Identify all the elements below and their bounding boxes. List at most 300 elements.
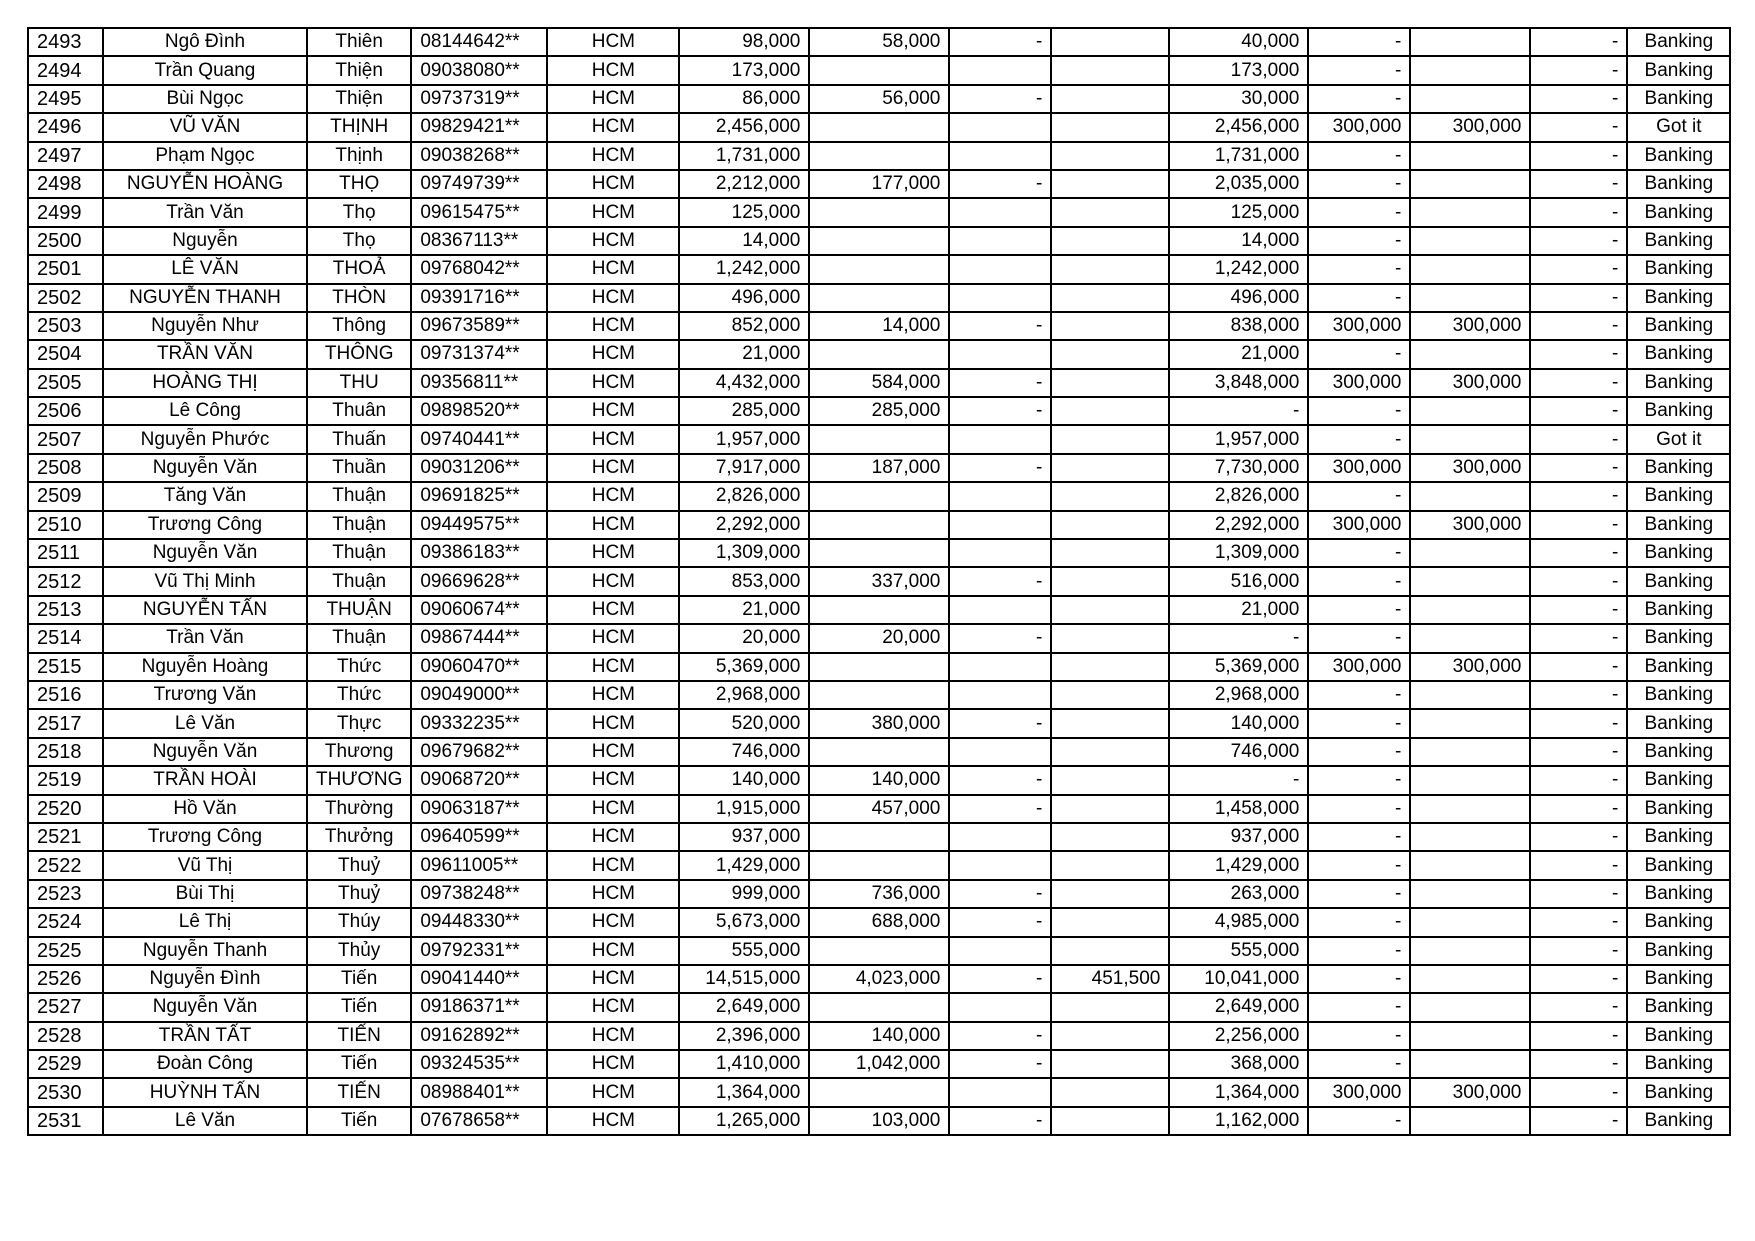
row-number: 2508 bbox=[28, 454, 103, 482]
bonus-cell: - bbox=[1308, 795, 1410, 823]
dash2-cell: - bbox=[1530, 170, 1627, 198]
bonus2-cell bbox=[1410, 198, 1530, 226]
table-row bbox=[28, 425, 1730, 453]
method-cell: Banking bbox=[1627, 28, 1730, 56]
bonus2-cell bbox=[1410, 965, 1530, 993]
method-cell: Banking bbox=[1627, 255, 1730, 283]
net-cell: 40,000 bbox=[1169, 28, 1308, 56]
surname-cell: LÊ VĂN bbox=[103, 255, 307, 283]
table-row bbox=[28, 255, 1730, 283]
bonus-cell: - bbox=[1308, 340, 1410, 368]
net-cell: 2,292,000 bbox=[1169, 511, 1308, 539]
phone-cell: 09731374** bbox=[411, 340, 547, 368]
dash-cell: - bbox=[949, 312, 1051, 340]
phone-cell: 09060470** bbox=[411, 653, 547, 681]
given-name-cell: Thúy bbox=[307, 908, 411, 936]
bonus2-cell: 300,000 bbox=[1410, 1078, 1530, 1106]
bonus2-cell: 300,000 bbox=[1410, 113, 1530, 141]
city-cell: HCM bbox=[547, 653, 679, 681]
bonus2-cell bbox=[1410, 425, 1530, 453]
phone-cell: 09041440** bbox=[411, 965, 547, 993]
bonus2-cell bbox=[1410, 56, 1530, 84]
phone-cell: 08367113** bbox=[411, 227, 547, 255]
city-cell: HCM bbox=[547, 482, 679, 510]
extra-cell bbox=[1051, 397, 1169, 425]
method-cell: Banking bbox=[1627, 539, 1730, 567]
table-row bbox=[28, 908, 1730, 936]
bonus-cell: - bbox=[1308, 908, 1410, 936]
extra-cell bbox=[1051, 284, 1169, 312]
bonus-cell: - bbox=[1308, 1050, 1410, 1078]
bonus-cell: - bbox=[1308, 766, 1410, 794]
net-cell: 555,000 bbox=[1169, 937, 1308, 965]
extra-cell bbox=[1051, 539, 1169, 567]
deduction-cell: 56,000 bbox=[809, 85, 949, 113]
given-name-cell: THÔNG bbox=[307, 340, 411, 368]
table-row bbox=[28, 198, 1730, 226]
dash-cell bbox=[949, 1078, 1051, 1106]
net-cell: 1,364,000 bbox=[1169, 1078, 1308, 1106]
row-number: 2502 bbox=[28, 284, 103, 312]
row-number: 2493 bbox=[28, 28, 103, 56]
given-name-cell: THOẢ bbox=[307, 255, 411, 283]
total-cell: 98,000 bbox=[679, 28, 809, 56]
deduction-cell: 736,000 bbox=[809, 880, 949, 908]
table-row bbox=[28, 709, 1730, 737]
dash2-cell: - bbox=[1530, 113, 1627, 141]
given-name-cell: THÒN bbox=[307, 284, 411, 312]
given-name-cell: THƯƠNG bbox=[307, 766, 411, 794]
bonus2-cell bbox=[1410, 908, 1530, 936]
surname-cell: Vũ Thị bbox=[103, 851, 307, 879]
row-number: 2531 bbox=[28, 1107, 103, 1135]
bonus2-cell: 300,000 bbox=[1410, 511, 1530, 539]
city-cell: HCM bbox=[547, 823, 679, 851]
given-name-cell: Thông bbox=[307, 312, 411, 340]
bonus2-cell bbox=[1410, 1022, 1530, 1050]
extra-cell bbox=[1051, 85, 1169, 113]
total-cell: 140,000 bbox=[679, 766, 809, 794]
bonus-cell: - bbox=[1308, 425, 1410, 453]
dash-cell bbox=[949, 227, 1051, 255]
bonus-cell: - bbox=[1308, 142, 1410, 170]
city-cell: HCM bbox=[547, 85, 679, 113]
extra-cell bbox=[1051, 198, 1169, 226]
extra-cell bbox=[1051, 425, 1169, 453]
method-cell: Banking bbox=[1627, 624, 1730, 652]
total-cell: 21,000 bbox=[679, 596, 809, 624]
extra-cell bbox=[1051, 312, 1169, 340]
net-cell: 10,041,000 bbox=[1169, 965, 1308, 993]
extra-cell bbox=[1051, 340, 1169, 368]
bonus-cell: - bbox=[1308, 56, 1410, 84]
bonus2-cell bbox=[1410, 993, 1530, 1021]
extra-cell bbox=[1051, 937, 1169, 965]
extra-cell bbox=[1051, 851, 1169, 879]
dash-cell bbox=[949, 539, 1051, 567]
surname-cell: Nguyễn Hoàng bbox=[103, 653, 307, 681]
method-cell: Banking bbox=[1627, 511, 1730, 539]
table-row bbox=[28, 1022, 1730, 1050]
bonus-cell: - bbox=[1308, 937, 1410, 965]
extra-cell bbox=[1051, 113, 1169, 141]
net-cell: 746,000 bbox=[1169, 738, 1308, 766]
phone-cell: 09162892** bbox=[411, 1022, 547, 1050]
row-number: 2527 bbox=[28, 993, 103, 1021]
city-cell: HCM bbox=[547, 397, 679, 425]
phone-cell: 08144642** bbox=[411, 28, 547, 56]
table-row bbox=[28, 795, 1730, 823]
table-row bbox=[28, 227, 1730, 255]
city-cell: HCM bbox=[547, 567, 679, 595]
bonus2-cell bbox=[1410, 766, 1530, 794]
bonus-cell: - bbox=[1308, 624, 1410, 652]
bonus2-cell bbox=[1410, 1107, 1530, 1135]
row-number: 2522 bbox=[28, 851, 103, 879]
surname-cell: Tăng Văn bbox=[103, 482, 307, 510]
city-cell: HCM bbox=[547, 369, 679, 397]
total-cell: 7,917,000 bbox=[679, 454, 809, 482]
table-row bbox=[28, 539, 1730, 567]
table-row bbox=[28, 56, 1730, 84]
row-number: 2512 bbox=[28, 567, 103, 595]
dash-cell: - bbox=[949, 28, 1051, 56]
bonus-cell: - bbox=[1308, 85, 1410, 113]
surname-cell: TRẦN HOÀI bbox=[103, 766, 307, 794]
bonus-cell: - bbox=[1308, 28, 1410, 56]
bonus-cell: - bbox=[1308, 1107, 1410, 1135]
net-cell: 2,035,000 bbox=[1169, 170, 1308, 198]
surname-cell: Nguyễn bbox=[103, 227, 307, 255]
surname-cell: Hồ Văn bbox=[103, 795, 307, 823]
net-cell: 30,000 bbox=[1169, 85, 1308, 113]
bonus2-cell bbox=[1410, 284, 1530, 312]
method-cell: Banking bbox=[1627, 653, 1730, 681]
city-cell: HCM bbox=[547, 28, 679, 56]
phone-cell: 09867444** bbox=[411, 624, 547, 652]
row-number: 2524 bbox=[28, 908, 103, 936]
method-cell: Banking bbox=[1627, 880, 1730, 908]
dash2-cell: - bbox=[1530, 596, 1627, 624]
method-cell: Banking bbox=[1627, 681, 1730, 709]
extra-cell bbox=[1051, 908, 1169, 936]
deduction-cell bbox=[809, 113, 949, 141]
extra-cell bbox=[1051, 681, 1169, 709]
table-row bbox=[28, 369, 1730, 397]
surname-cell: Nguyễn Thanh bbox=[103, 937, 307, 965]
surname-cell: Trần Quang bbox=[103, 56, 307, 84]
phone-cell: 09060674** bbox=[411, 596, 547, 624]
row-number: 2530 bbox=[28, 1078, 103, 1106]
net-cell: 21,000 bbox=[1169, 340, 1308, 368]
bonus-cell: - bbox=[1308, 738, 1410, 766]
table-row bbox=[28, 937, 1730, 965]
phone-cell: 09737319** bbox=[411, 85, 547, 113]
payment-table bbox=[27, 27, 1731, 1136]
row-number: 2528 bbox=[28, 1022, 103, 1050]
method-cell: Banking bbox=[1627, 795, 1730, 823]
extra-cell bbox=[1051, 56, 1169, 84]
given-name-cell: Thuần bbox=[307, 454, 411, 482]
method-cell: Banking bbox=[1627, 198, 1730, 226]
phone-cell: 09749739** bbox=[411, 170, 547, 198]
bonus2-cell: 300,000 bbox=[1410, 653, 1530, 681]
given-name-cell: Thuỷ bbox=[307, 880, 411, 908]
extra-cell bbox=[1051, 1022, 1169, 1050]
method-cell: Got it bbox=[1627, 425, 1730, 453]
given-name-cell: Thuận bbox=[307, 511, 411, 539]
dash2-cell: - bbox=[1530, 454, 1627, 482]
dash-cell bbox=[949, 511, 1051, 539]
deduction-cell bbox=[809, 653, 949, 681]
given-name-cell: Thưởng bbox=[307, 823, 411, 851]
dash2-cell: - bbox=[1530, 567, 1627, 595]
phone-cell: 09829421** bbox=[411, 113, 547, 141]
city-cell: HCM bbox=[547, 539, 679, 567]
given-name-cell: Thuận bbox=[307, 482, 411, 510]
deduction-cell bbox=[809, 1078, 949, 1106]
dash-cell: - bbox=[949, 170, 1051, 198]
extra-cell bbox=[1051, 596, 1169, 624]
row-number: 2520 bbox=[28, 795, 103, 823]
net-cell: 140,000 bbox=[1169, 709, 1308, 737]
bonus2-cell bbox=[1410, 596, 1530, 624]
dash2-cell: - bbox=[1530, 937, 1627, 965]
net-cell: 1,429,000 bbox=[1169, 851, 1308, 879]
net-cell: 4,985,000 bbox=[1169, 908, 1308, 936]
method-cell: Banking bbox=[1627, 823, 1730, 851]
city-cell: HCM bbox=[547, 624, 679, 652]
extra-cell bbox=[1051, 709, 1169, 737]
given-name-cell: Thuân bbox=[307, 397, 411, 425]
bonus-cell: - bbox=[1308, 255, 1410, 283]
surname-cell: Bùi Ngọc bbox=[103, 85, 307, 113]
method-cell: Banking bbox=[1627, 454, 1730, 482]
city-cell: HCM bbox=[547, 1050, 679, 1078]
bonus2-cell bbox=[1410, 709, 1530, 737]
total-cell: 1,364,000 bbox=[679, 1078, 809, 1106]
total-cell: 2,292,000 bbox=[679, 511, 809, 539]
total-cell: 2,826,000 bbox=[679, 482, 809, 510]
dash2-cell: - bbox=[1530, 766, 1627, 794]
phone-cell: 09691825** bbox=[411, 482, 547, 510]
surname-cell: Trương Công bbox=[103, 823, 307, 851]
row-number: 2505 bbox=[28, 369, 103, 397]
bonus2-cell bbox=[1410, 142, 1530, 170]
row-number: 2501 bbox=[28, 255, 103, 283]
table-row bbox=[28, 1078, 1730, 1106]
surname-cell: VŨ VĂN bbox=[103, 113, 307, 141]
bonus-cell: - bbox=[1308, 284, 1410, 312]
dash2-cell: - bbox=[1530, 56, 1627, 84]
method-cell: Banking bbox=[1627, 170, 1730, 198]
bonus-cell: - bbox=[1308, 880, 1410, 908]
dash2-cell: - bbox=[1530, 482, 1627, 510]
total-cell: 496,000 bbox=[679, 284, 809, 312]
given-name-cell: Thuấn bbox=[307, 425, 411, 453]
deduction-cell bbox=[809, 227, 949, 255]
city-cell: HCM bbox=[547, 113, 679, 141]
bonus2-cell bbox=[1410, 85, 1530, 113]
city-cell: HCM bbox=[547, 312, 679, 340]
bonus-cell: - bbox=[1308, 227, 1410, 255]
dash2-cell: - bbox=[1530, 397, 1627, 425]
row-number: 2509 bbox=[28, 482, 103, 510]
method-cell: Banking bbox=[1627, 908, 1730, 936]
deduction-cell: 457,000 bbox=[809, 795, 949, 823]
given-name-cell: Thiên bbox=[307, 28, 411, 56]
city-cell: HCM bbox=[547, 142, 679, 170]
given-name-cell: Thủy bbox=[307, 937, 411, 965]
phone-cell: 09673589** bbox=[411, 312, 547, 340]
phone-cell: 09038080** bbox=[411, 56, 547, 84]
table-row bbox=[28, 85, 1730, 113]
table-row bbox=[28, 312, 1730, 340]
bonus-cell: - bbox=[1308, 198, 1410, 226]
table-row bbox=[28, 766, 1730, 794]
deduction-cell: 4,023,000 bbox=[809, 965, 949, 993]
net-cell: 173,000 bbox=[1169, 56, 1308, 84]
deduction-cell bbox=[809, 198, 949, 226]
bonus-cell: - bbox=[1308, 1022, 1410, 1050]
total-cell: 20,000 bbox=[679, 624, 809, 652]
surname-cell: HOÀNG THỊ bbox=[103, 369, 307, 397]
dash-cell: - bbox=[949, 369, 1051, 397]
method-cell: Banking bbox=[1627, 851, 1730, 879]
dash-cell bbox=[949, 255, 1051, 283]
row-number: 2521 bbox=[28, 823, 103, 851]
deduction-cell: 1,042,000 bbox=[809, 1050, 949, 1078]
city-cell: HCM bbox=[547, 1078, 679, 1106]
dash2-cell: - bbox=[1530, 1078, 1627, 1106]
bonus2-cell bbox=[1410, 539, 1530, 567]
phone-cell: 09669628** bbox=[411, 567, 547, 595]
method-cell: Banking bbox=[1627, 369, 1730, 397]
net-cell: 5,369,000 bbox=[1169, 653, 1308, 681]
method-cell: Banking bbox=[1627, 738, 1730, 766]
given-name-cell: Tiến bbox=[307, 965, 411, 993]
phone-cell: 08988401** bbox=[411, 1078, 547, 1106]
table-row bbox=[28, 113, 1730, 141]
given-name-cell: Thương bbox=[307, 738, 411, 766]
city-cell: HCM bbox=[547, 170, 679, 198]
deduction-cell: 688,000 bbox=[809, 908, 949, 936]
row-number: 2515 bbox=[28, 653, 103, 681]
deduction-cell bbox=[809, 937, 949, 965]
dash2-cell: - bbox=[1530, 851, 1627, 879]
total-cell: 746,000 bbox=[679, 738, 809, 766]
table-row bbox=[28, 880, 1730, 908]
dash-cell bbox=[949, 738, 1051, 766]
surname-cell: Nguyễn Như bbox=[103, 312, 307, 340]
extra-cell bbox=[1051, 170, 1169, 198]
dash-cell: - bbox=[949, 709, 1051, 737]
dash-cell bbox=[949, 851, 1051, 879]
method-cell: Banking bbox=[1627, 340, 1730, 368]
dash-cell bbox=[949, 993, 1051, 1021]
row-number: 2525 bbox=[28, 937, 103, 965]
extra-cell bbox=[1051, 142, 1169, 170]
bonus2-cell bbox=[1410, 681, 1530, 709]
bonus2-cell bbox=[1410, 1050, 1530, 1078]
net-cell: 2,456,000 bbox=[1169, 113, 1308, 141]
dash-cell: - bbox=[949, 1107, 1051, 1135]
phone-cell: 09356811** bbox=[411, 369, 547, 397]
given-name-cell: Thiện bbox=[307, 56, 411, 84]
row-number: 2511 bbox=[28, 539, 103, 567]
phone-cell: 09740441** bbox=[411, 425, 547, 453]
net-cell: 1,458,000 bbox=[1169, 795, 1308, 823]
row-number: 2526 bbox=[28, 965, 103, 993]
phone-cell: 09186371** bbox=[411, 993, 547, 1021]
row-number: 2500 bbox=[28, 227, 103, 255]
city-cell: HCM bbox=[547, 284, 679, 312]
dash-cell bbox=[949, 653, 1051, 681]
net-cell: 2,826,000 bbox=[1169, 482, 1308, 510]
surname-cell: Đoàn Công bbox=[103, 1050, 307, 1078]
deduction-cell bbox=[809, 738, 949, 766]
dash-cell bbox=[949, 823, 1051, 851]
table-body bbox=[28, 28, 1730, 1135]
total-cell: 2,968,000 bbox=[679, 681, 809, 709]
total-cell: 86,000 bbox=[679, 85, 809, 113]
bonus2-cell: 300,000 bbox=[1410, 369, 1530, 397]
table-row bbox=[28, 397, 1730, 425]
phone-cell: 09792331** bbox=[411, 937, 547, 965]
given-name-cell: Thực bbox=[307, 709, 411, 737]
phone-cell: 07678658** bbox=[411, 1107, 547, 1135]
net-cell: 21,000 bbox=[1169, 596, 1308, 624]
given-name-cell: THUẬN bbox=[307, 596, 411, 624]
row-number: 2518 bbox=[28, 738, 103, 766]
dash2-cell: - bbox=[1530, 908, 1627, 936]
extra-cell bbox=[1051, 1078, 1169, 1106]
dash2-cell: - bbox=[1530, 738, 1627, 766]
total-cell: 2,456,000 bbox=[679, 113, 809, 141]
dash2-cell: - bbox=[1530, 425, 1627, 453]
dash-cell: - bbox=[949, 795, 1051, 823]
bonus-cell: - bbox=[1308, 567, 1410, 595]
method-cell: Banking bbox=[1627, 709, 1730, 737]
dash2-cell: - bbox=[1530, 1107, 1627, 1135]
total-cell: 125,000 bbox=[679, 198, 809, 226]
table-row bbox=[28, 482, 1730, 510]
table-row bbox=[28, 170, 1730, 198]
row-number: 2516 bbox=[28, 681, 103, 709]
city-cell: HCM bbox=[547, 227, 679, 255]
dash2-cell: - bbox=[1530, 880, 1627, 908]
table-row bbox=[28, 454, 1730, 482]
total-cell: 1,265,000 bbox=[679, 1107, 809, 1135]
city-cell: HCM bbox=[547, 766, 679, 794]
dash2-cell: - bbox=[1530, 85, 1627, 113]
deduction-cell: 140,000 bbox=[809, 1022, 949, 1050]
bonus2-cell bbox=[1410, 397, 1530, 425]
deduction-cell bbox=[809, 56, 949, 84]
given-name-cell: THỌ bbox=[307, 170, 411, 198]
method-cell: Banking bbox=[1627, 965, 1730, 993]
city-cell: HCM bbox=[547, 340, 679, 368]
row-number: 2507 bbox=[28, 425, 103, 453]
table-row bbox=[28, 823, 1730, 851]
city-cell: HCM bbox=[547, 908, 679, 936]
phone-cell: 09768042** bbox=[411, 255, 547, 283]
extra-cell bbox=[1051, 255, 1169, 283]
method-cell: Banking bbox=[1627, 596, 1730, 624]
row-number: 2495 bbox=[28, 85, 103, 113]
bonus-cell: - bbox=[1308, 993, 1410, 1021]
total-cell: 852,000 bbox=[679, 312, 809, 340]
